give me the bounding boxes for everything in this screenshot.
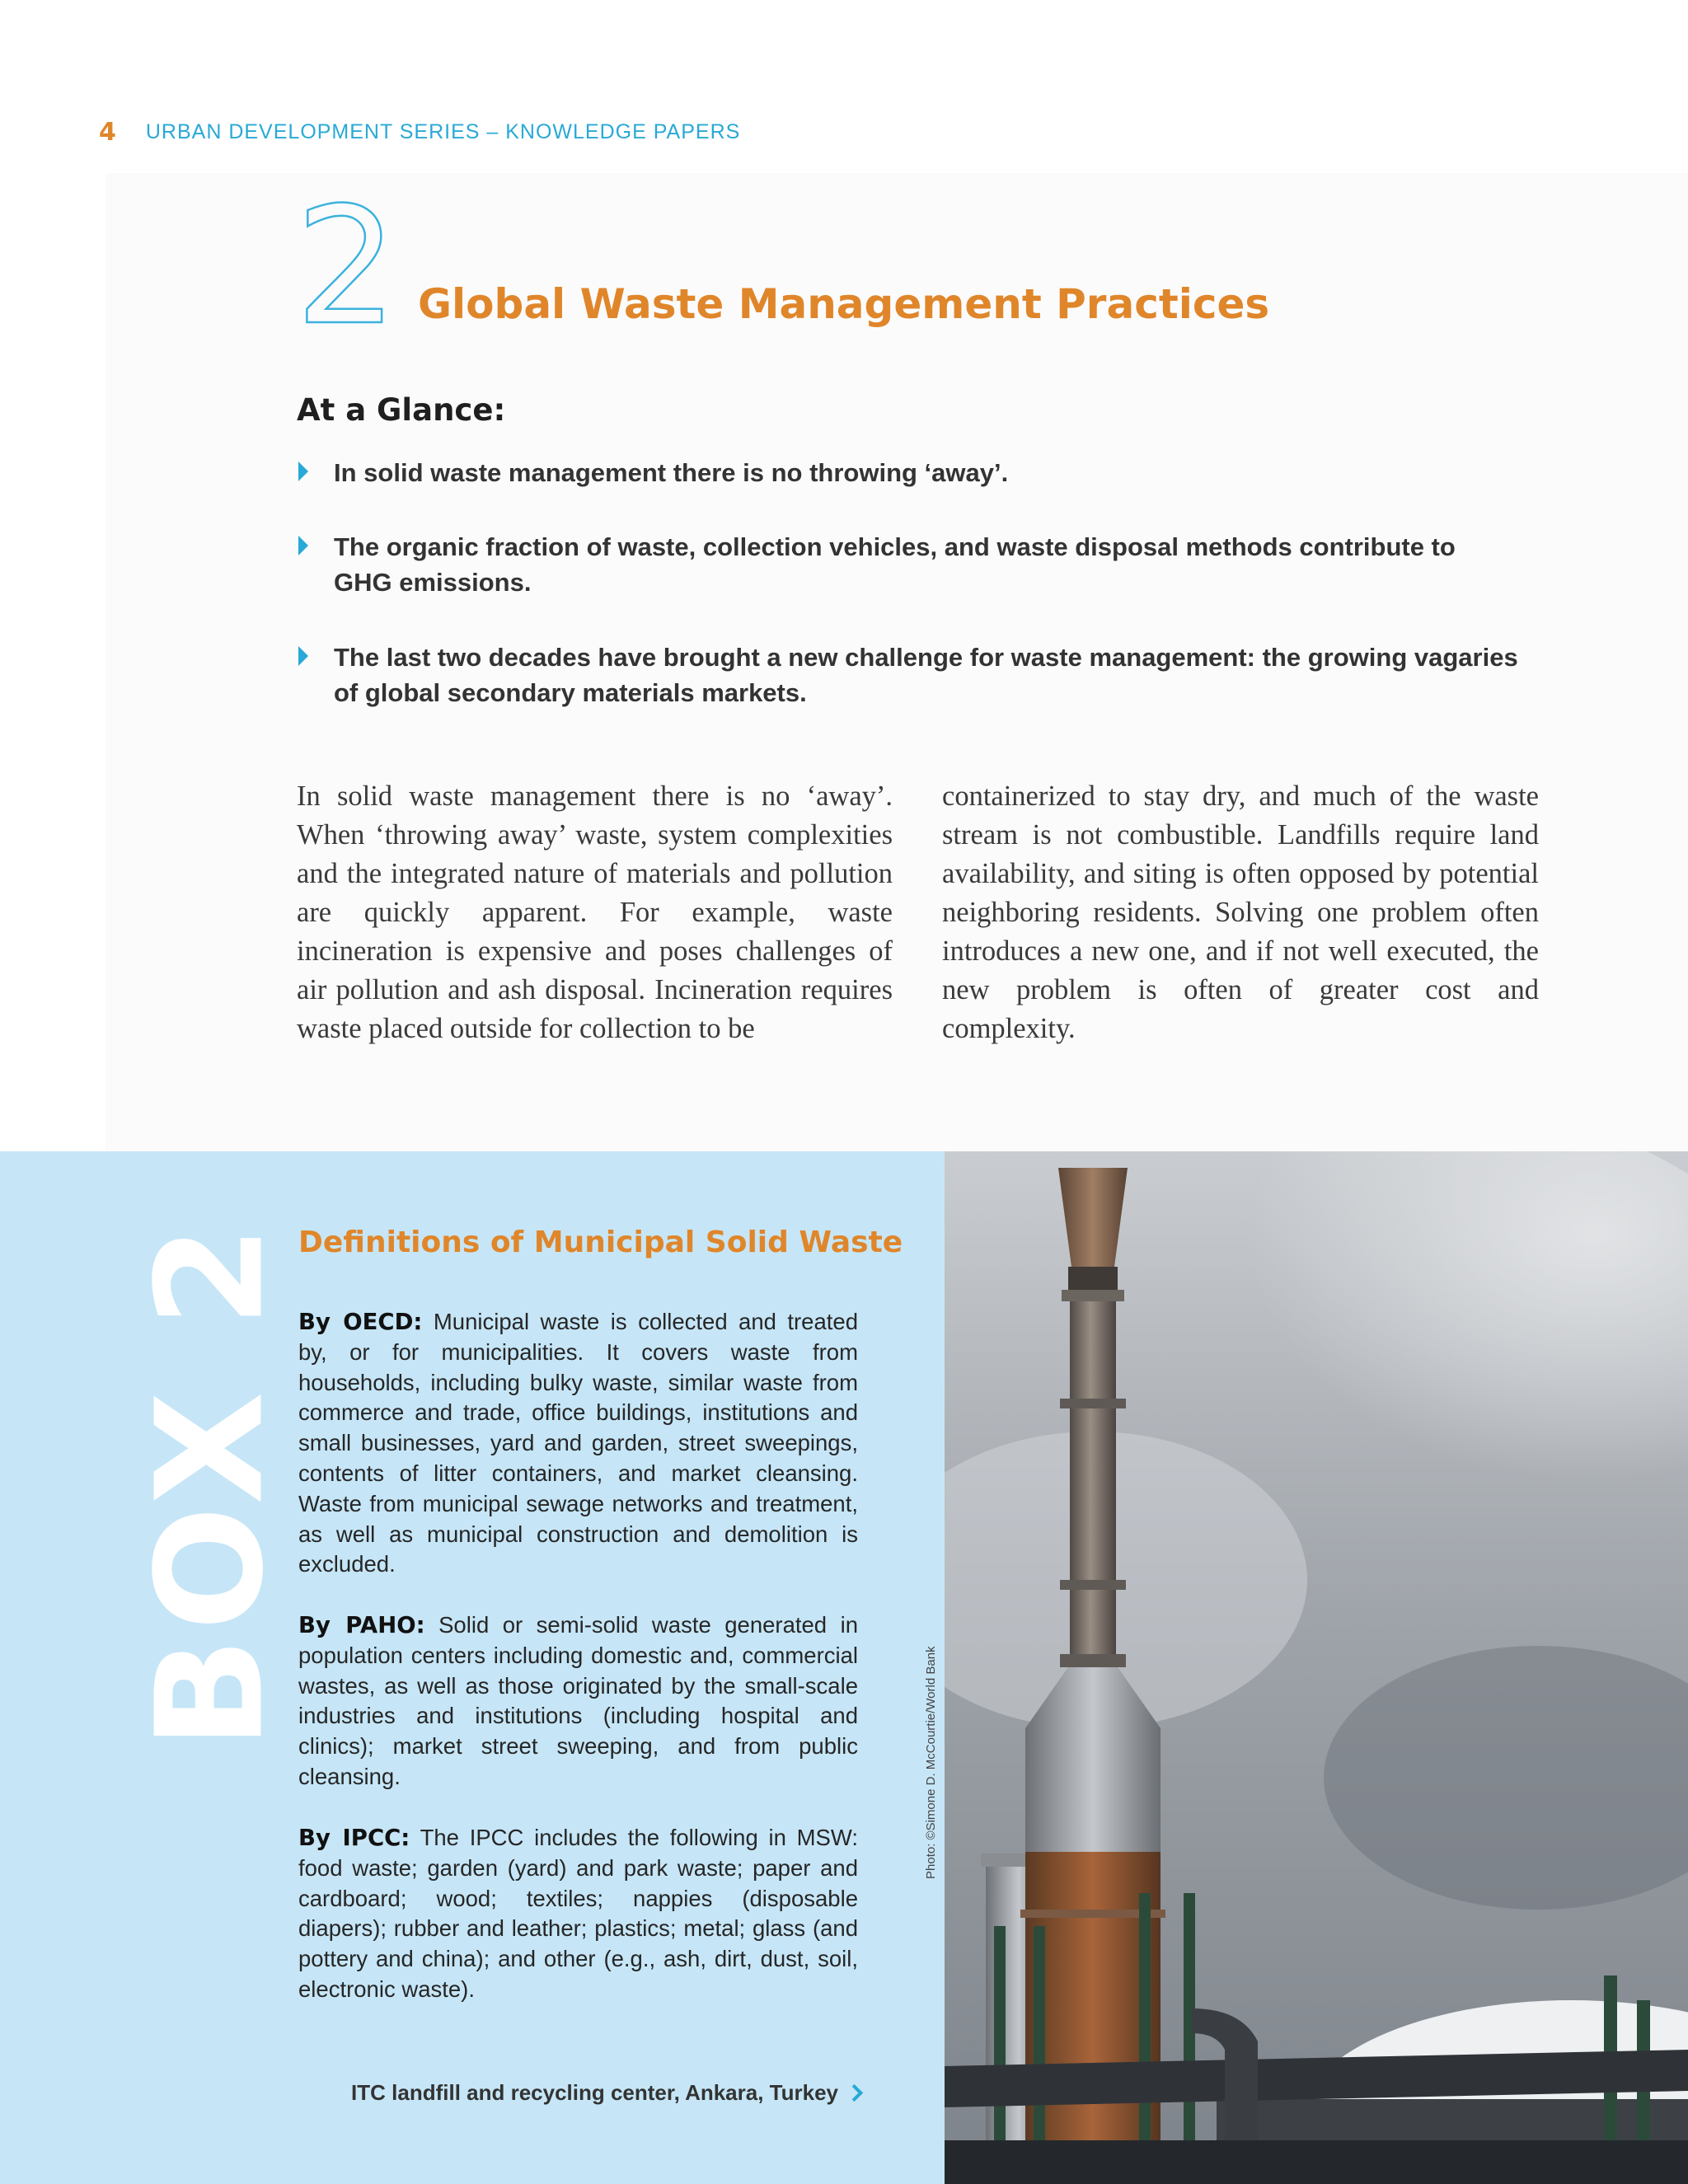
box-label — [124, 1216, 296, 1751]
chapter-number: 2 — [295, 173, 398, 361]
at-a-glance-heading: At a Glance: — [297, 392, 506, 428]
box-title: Definitions of Municipal Solid Waste — [298, 1226, 903, 1259]
definition-ipcc — [298, 1823, 858, 2005]
definition-label: By IPCC: — [298, 1825, 410, 1851]
glance-item-text: The organic fraction of waste, collection vehicles, and waste disposal methods contribute to GHG emissions. — [334, 532, 1456, 597]
photo-caption-text: ITC landfill and recycling center, Ankara, Turkey — [351, 2080, 838, 2105]
running-header — [99, 115, 740, 148]
glance-item-text: The last two decades have brought a new challenge for waste management: the growing vagaries of global secondary materials markets. — [334, 643, 1518, 707]
definition-text: Municipal waste is collected and treated by, or for municipalities. It covers waste from households, including bulky waste, similar waste from commerce and trade, office buildings, institutions and small businesses, yard and garden, street sweepings, contents of litter containers, and market cleansing. Waste from municipal sewage networks and treatment, as well as municipal construction and demolition is excluded. — [298, 1309, 858, 1577]
smokestack-image — [945, 1151, 1688, 2184]
chevron-right-icon — [846, 2084, 863, 2102]
body-text-column-2: containerized to stay dry, and much of the waste stream is not combustible. Landfills require land availability, and siting is often opposed by potential neighboring residents. Solving one problem often introduces a new one, and if not well executed, the new problem is often of greater cost and complexity. — [942, 780, 1539, 1044]
triangle-bullet-icon — [298, 646, 308, 666]
chapter-title: Global Waste Management Practices — [418, 280, 1270, 328]
box-label-text: BOX 2 — [124, 1218, 296, 1749]
definition-paho — [298, 1610, 858, 1793]
smokestack-photo — [945, 1151, 1688, 2184]
glance-item-text: In solid waste management there is no throwing ‘away’. — [334, 458, 1009, 487]
definition-text: The IPCC includes the following in MSW: food waste; garden (yard) and park waste; paper and cardboard; wood; textiles; nappies (disposable diapers); rubber and leather; plastics; metal; glass (and pottery and china); and other (e.g., ash, dirt, dust, soil, electronic waste). — [298, 1825, 858, 2002]
definition-label: By PAHO: — [298, 1612, 425, 1638]
photo-credit-text: Photo: ©Simone D. McCourtie/World Bank — [924, 1646, 938, 1879]
series-title: URBAN DEVELOPMENT SERIES – KNOWLEDGE PAPERS — [145, 120, 741, 143]
triangle-bullet-icon — [298, 536, 308, 555]
definition-oecd — [298, 1307, 858, 1580]
definition-text: Solid or semi-solid waste generated in population centers including domestic and, commercial wastes, as well as those originated by the small-scale industries and institutions (including hospital and clinics); market street sweeping, and from public cleansing. — [298, 1612, 858, 1789]
photo-caption — [351, 2080, 860, 2106]
definition-label: By OECD: — [298, 1309, 423, 1335]
body-text-column-1: In solid waste management there is no ‘away’. When ‘throwing away’ waste, system complexities and the integrated nature of materials and pollution are quickly apparent. For example, waste incineration is expensive and poses challenges of air pollution and ash disposal. Incineration requires waste placed outside for collection to be — [297, 780, 893, 1044]
page-number: 4 — [99, 117, 116, 147]
triangle-bullet-icon — [298, 462, 308, 481]
